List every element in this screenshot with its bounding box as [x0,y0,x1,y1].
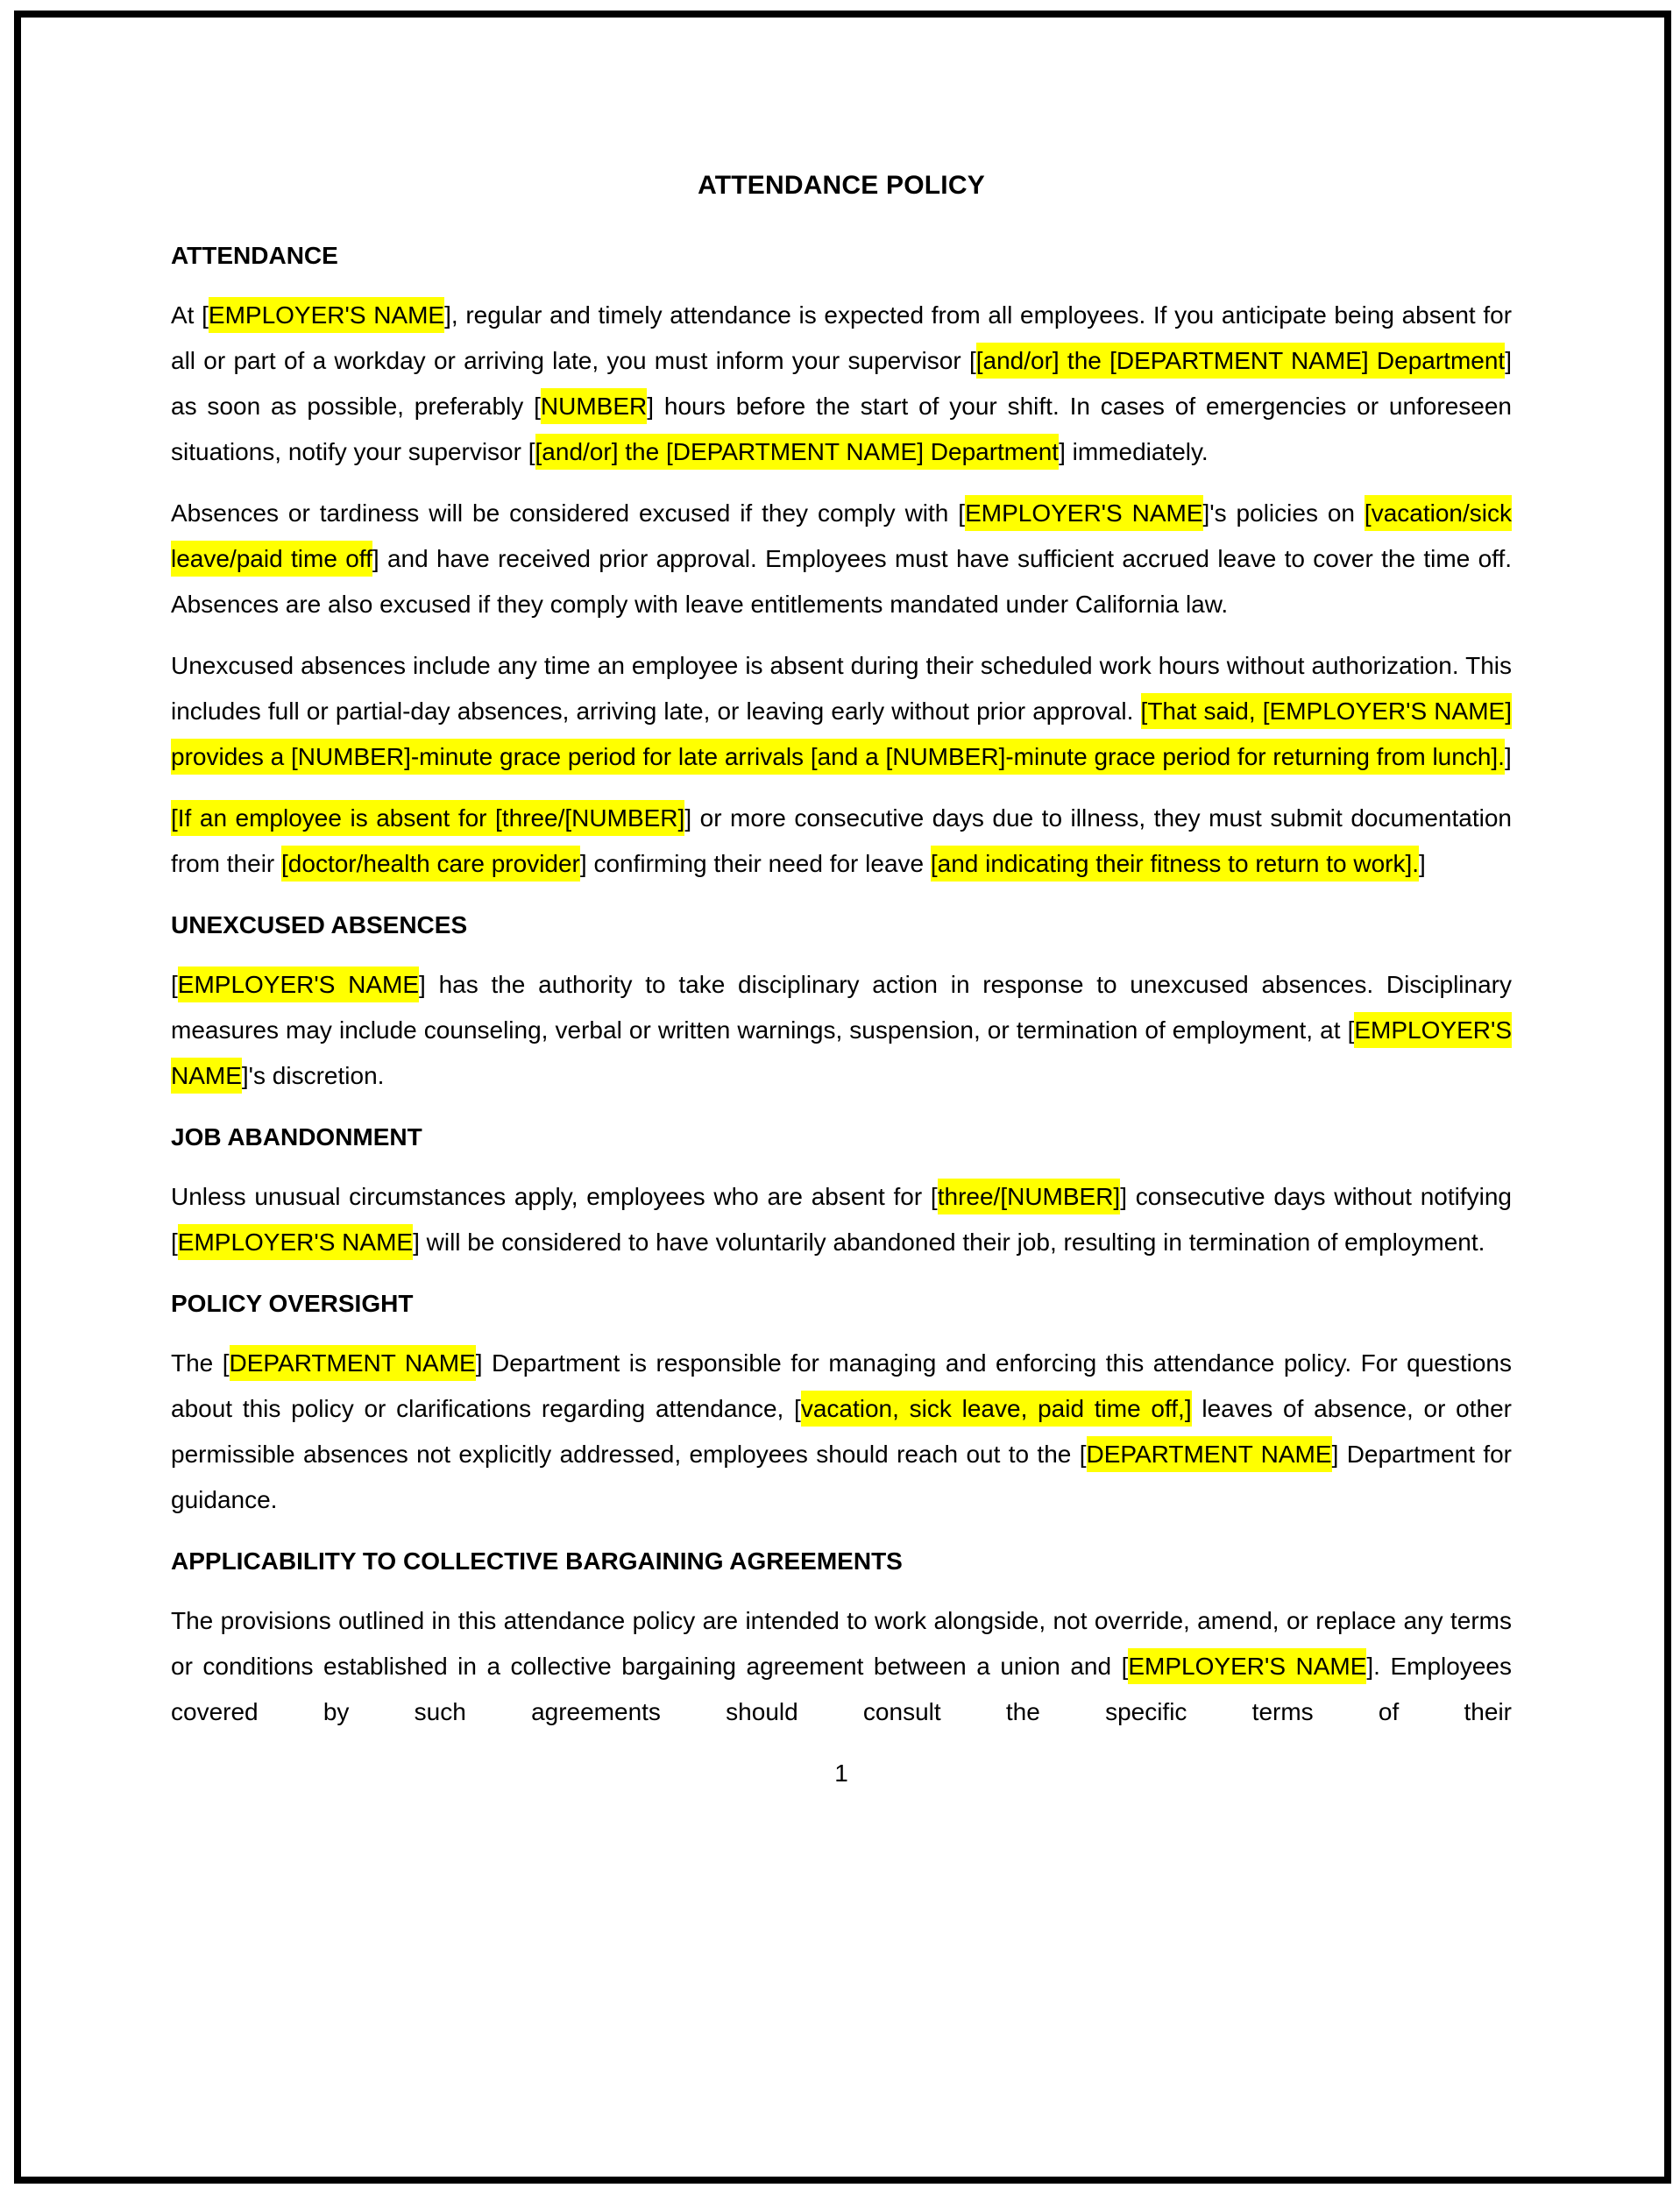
highlighted-placeholder: NUMBER [541,388,647,424]
text-segment: ] confirming their need for leave [579,850,931,877]
text-segment: Unless unusual circumstances apply, employees who are absent for [ [171,1183,938,1210]
highlighted-placeholder: [and/or] the [DEPARTMENT NAME] Department [976,343,1506,379]
text-segment: The provisions outlined in this attendance policy are intended to work alongside, not override, amend, or replace any terms or conditions established in a collective bargaining agreement between a union and [ [171,1607,1512,1680]
highlighted-placeholder: EMPLOYER'S NAME [209,297,444,333]
paragraph [171,962,1512,1099]
section-heading: UNEXCUSED ABSENCES [171,911,468,938]
text-segment: ] will be considered to have voluntarily abandoned their job, resulting in termination of employment. [413,1228,1485,1256]
highlighted-placeholder: [and/or] the [DEPARTMENT NAME] Department [535,434,1060,470]
paragraph [171,1174,1512,1265]
highlighted-placeholder: DEPARTMENT NAME [1087,1436,1332,1472]
text-segment: Absences or tardiness will be considered excused if they comply with [ [171,499,966,527]
text-segment: ] Department for guidance. [171,1441,1513,1513]
highlighted-placeholder: DEPARTMENT NAME [230,1345,476,1381]
text-segment: ] [1419,850,1426,877]
text-segment: ] immediately. [1059,438,1209,465]
section-heading: POLICY OVERSIGHT [171,1290,414,1317]
highlighted-placeholder: [vacation/sick leave/paid time off [171,495,1512,577]
highlighted-placeholder: [doctor/health care provider [281,846,580,882]
section-heading: JOB ABANDONMENT [171,1123,422,1151]
text-segment: ]. Employees covered by such agreements should consult the specific terms of their [171,1653,1512,1725]
text-segment: Unexcused absences include any time an employee is absent during their scheduled work hours without authorization. This includes full or partial-day absences, arriving late, or leaving early without prior approval. [171,652,1512,725]
text-segment: ] has the authority to take disciplinary action in response to unexcused absences. Disciplinary measures may include counseling, verbal or written warnings, suspension, or termination of employment, at [ [171,971,1512,1044]
paragraph [171,1598,1512,1735]
highlighted-placeholder: EMPLOYER'S NAME [965,495,1202,531]
highlighted-placeholder: EMPLOYER'S NAME [178,1224,413,1260]
document-body [171,233,1512,1735]
highlighted-placeholder: [If an employee is absent for [three/[NUMBER] [171,800,684,836]
text-segment: ] Department is responsible for managing and enforcing this attendance policy. For questions about this policy or clarifications regarding attendance, [ [171,1349,1513,1422]
text-segment: ] consecutive days without notifying [ [171,1183,1512,1256]
text-segment: ]'s policies on [1202,499,1365,527]
highlighted-placeholder: EMPLOYER'S NAME [171,1012,1512,1094]
highlighted-placeholder: three/[NUMBER] [938,1179,1121,1214]
text-segment: leaves of absence, or other permissible absences not explicitly addressed, employees should reach out to the [ [171,1395,1512,1468]
highlighted-placeholder: [and indicating their fitness to return to work]. [931,846,1419,882]
paragraph [171,1341,1512,1523]
text-segment: The [ [171,1349,230,1377]
text-segment: ] as soon as possible, preferably [ [171,347,1512,420]
text-segment: [ [171,971,178,998]
paragraph [171,643,1512,780]
section-heading: ATTENDANCE [171,242,338,269]
highlighted-placeholder: vacation, sick leave, paid time off,] [801,1391,1192,1427]
text-segment: ] [1504,743,1512,770]
page-content [171,0,1512,1796]
paragraph [171,491,1512,627]
text-segment: ] and have received prior approval. Employees must have sufficient accrued leave to cover the time off. Absences are also excused if they comply with leave entitlements mandated under California law. [171,545,1513,618]
highlighted-placeholder: [That said, [EMPLOYER'S NAME] provides a [NUMBER]-minute grace period for late arrivals [and a [NUMBER]-minute grace period for returning from lunch]. [171,693,1512,775]
paragraph [171,293,1512,475]
document-title: ATTENDANCE POLICY [698,171,985,200]
text-segment: ] or more consecutive days due to illness, they must submit documentation from their [171,804,1513,877]
text-segment: ], regular and timely attendance is expected from all employees. If you anticipate being absent for all or part of a workday or arriving late, you must inform your supervisor [ [171,301,1513,374]
text-segment: ]'s discretion. [241,1062,385,1089]
section-heading: APPLICABILITY TO COLLECTIVE BARGAINING AGREEMENTS [171,1547,903,1575]
highlighted-placeholder: EMPLOYER'S NAME [178,967,419,1002]
highlighted-placeholder: EMPLOYER'S NAME [1128,1648,1366,1684]
paragraph [171,796,1512,887]
text-segment: ] hours before the start of your shift. In cases of emergencies or unforeseen situations, notify your supervisor [ [171,393,1512,465]
text-segment: At [ [171,301,209,329]
page-number: 1 [834,1760,848,1787]
